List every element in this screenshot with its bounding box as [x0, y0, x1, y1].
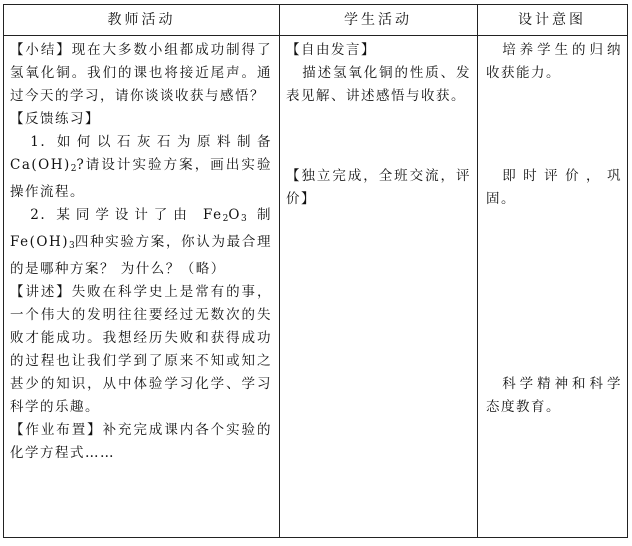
independent-work-text: 【独立完成，全班交流，评价】: [286, 168, 471, 207]
subscript: 3: [240, 214, 247, 224]
summary-paragraph: 【小结】现在大多数小组都成功制得了氢氧化铜。我们的课也将接近尾声。通过今天的学习，请你谈谈收获与感悟？: [10, 42, 272, 104]
exercise-2-text: 四种实验方案，你认为最合理的是哪种方案？ 为什么？（略）: [10, 234, 272, 277]
exercise-2-text: 2. 某同学设计了由 Fe: [30, 207, 223, 223]
header-design-intent: 设计意图: [518, 12, 586, 28]
exercise-1: [10, 131, 272, 204]
lecture-paragraph: 【讲述】失败在科学史上是常有的事，一个伟大的发明往往要经过无数次的失败才能成功。我想经历失败和获得成功的过程也让我们学到了原来不知或知之甚少的知识，从中体验学习化学、学习科学的乐趣。: [10, 284, 272, 415]
feedback-title: 【反馈练习】: [10, 111, 100, 127]
subscript: 2: [222, 214, 229, 224]
intent-education: [486, 373, 622, 419]
header-divider: [4, 35, 627, 36]
exercise-2-text: O: [228, 207, 241, 223]
lesson-table: [3, 4, 628, 538]
exercise-1-text: ?请设计实验方案，画出实验操作流程。: [10, 157, 272, 200]
intent-feedback: [486, 165, 622, 211]
intent-summary: [486, 39, 622, 85]
exercise-1-text: 1. 如何以石灰石为原料制备Ca(OH): [10, 134, 272, 173]
header-student-activity: 学生活动: [344, 12, 412, 28]
exercise-2-text: 制Fe(OH): [10, 207, 272, 250]
student-activity-independent: [286, 165, 471, 211]
exercise-2: [10, 204, 272, 281]
teacher-activity-cell: [10, 39, 272, 465]
free-speech-title: 【自由发言】: [286, 42, 376, 58]
intent-text: 科学精神和科学态度教育。: [486, 376, 622, 415]
header-teacher-activity: 教师活动: [107, 12, 176, 28]
subscript: 2: [70, 164, 77, 174]
column-divider: [477, 5, 478, 537]
intent-text: 即时评价，巩固。: [486, 168, 622, 207]
intent-text: 培养学生的归纳收获能力。: [486, 42, 622, 81]
student-activity-free-speech: [286, 39, 471, 108]
subscript: 3: [69, 241, 75, 251]
free-speech-text: 描述氢氧化铜的性质、发表见解、讲述感悟与收获。: [286, 65, 471, 104]
column-divider: [279, 5, 280, 537]
homework-paragraph: 【作业布置】补充完成课内各个实验的化学方程式……: [10, 422, 272, 461]
